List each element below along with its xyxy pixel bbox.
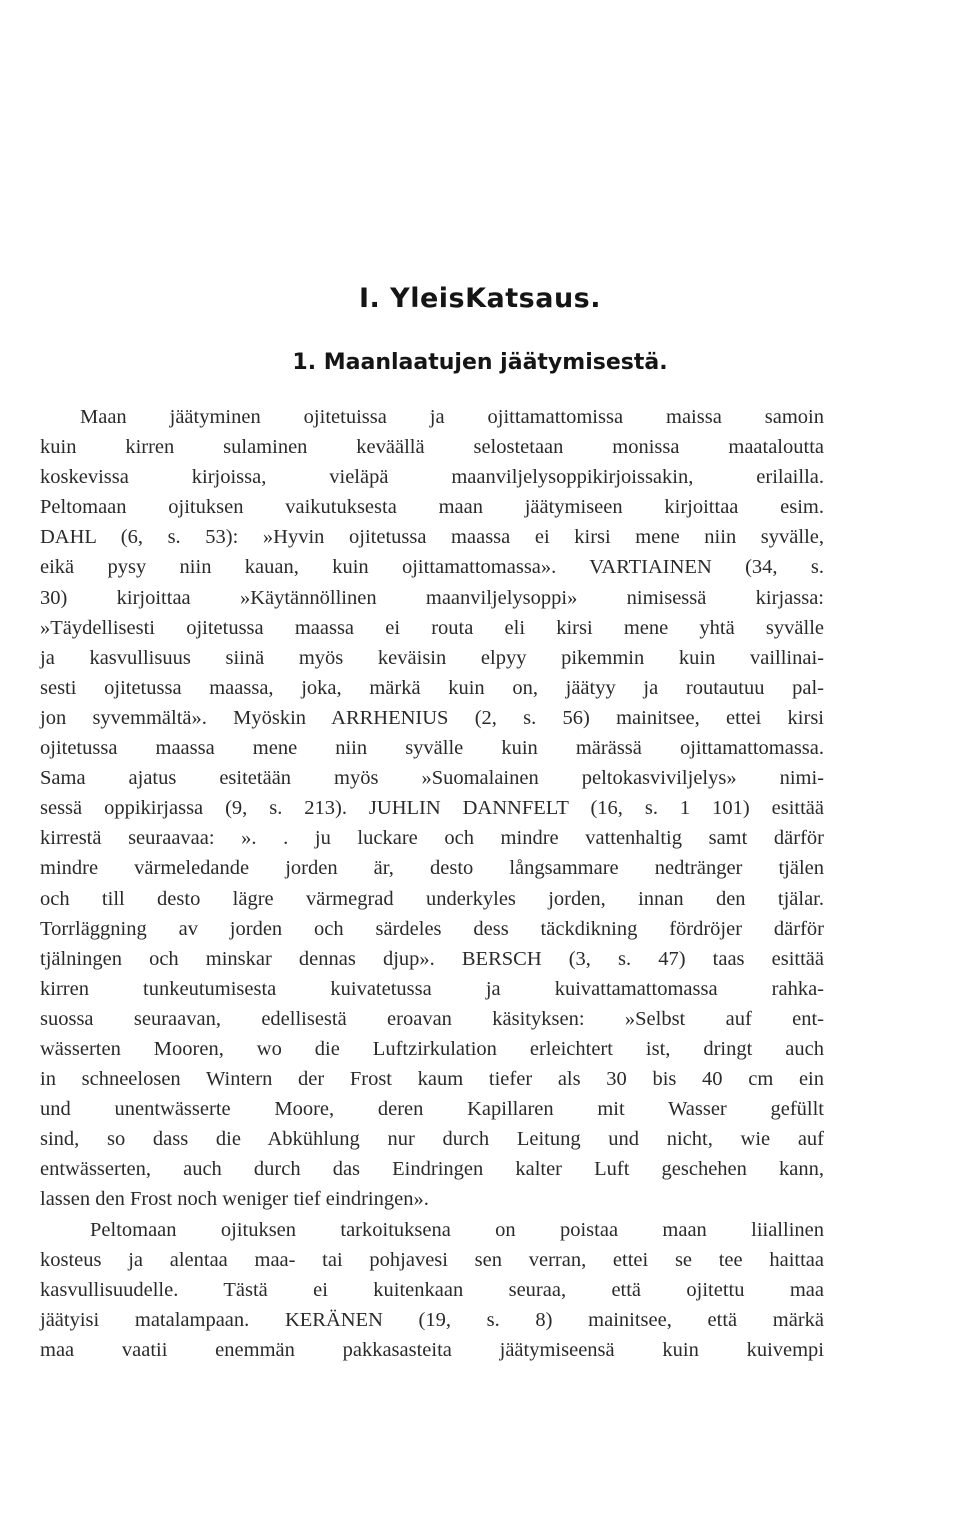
text-line: kuin kirren sulaminen keväällä selostetaan monissa maataloutta [40,436,824,459]
chapter-title: I. YleisKatsaus. [358,283,602,314]
text-line: mindre värmeledande jorden är, desto långsammare nedtränger tjälen [40,857,824,880]
text-line: jäätyisi matalampaan. KERÄNEN (19, s. 8) mainitsee, että märkä [40,1309,824,1332]
text-line: kosteus ja alentaa maa- tai pohjavesi sen verran, ettei se tee haittaa [40,1249,824,1272]
paragraph-2 [40,1215,824,1365]
text-line: sesti ojitetussa maassa, joka, märkä kuin on, jäätyy ja routautuu pal- [40,676,824,699]
text-line: sind, so dass die Abkühlung nur durch Leitung und nicht, wie auf [40,1128,824,1151]
text-line: kirren tunkeutumisesta kuivatetussa ja kuivattamattomassa rahka- [40,977,824,1000]
text-line: 30) kirjoittaa »Käytännöllinen maanviljelysoppi» nimisessä kirjassa: [40,586,824,609]
text-line: lassen den Frost noch weniger tief eindringen». [40,1188,429,1211]
text-line: in schneelosen Wintern der Frost kaum tiefer als 30 bis 40 cm ein [40,1068,824,1091]
text-line: und unentwässerte Moore, deren Kapillaren mit Wasser gefüllt [40,1098,824,1121]
text-line: Peltomaan ojituksen tarkoituksena on poistaa maan liiallinen [90,1219,824,1241]
text-line: och till desto lägre värmegrad underkyles jorden, innan den tjälar. [40,887,824,910]
text-line: eikä pysy niin kauan, kuin ojittamattomassa». VARTIAINEN (34, s. [40,556,824,579]
text-line: kasvullisuudelle. Tästä ei kuitenkaan seuraa, että ojitettu maa [40,1279,824,1302]
text-line: koskevissa kirjoissa, vieläpä maanviljelysoppikirjoissakin, erilailla. [40,466,824,489]
text-line: suossa seuraavan, edellisestä eroavan käsityksen: »Selbst auf ent- [40,1007,824,1030]
section-title: 1. Maanlaatujen jäätymisestä. [292,350,668,375]
text-line: entwässerten, auch durch das Eindringen kalter Luft geschehen kann, [40,1158,824,1181]
text-line: wässerten Mooren, wo die Luftzirkulation erleichtert ist, dringt auch [40,1037,824,1060]
text-line: DAHL (6, s. 53): »Hyvin ojitetussa maassa ei kirsi mene niin syvälle, [40,526,824,549]
text-line: Torrläggning av jorden och särdeles dess täckdikning fördröjer därför [40,917,824,940]
text-line: Sama ajatus esitetään myös »Suomalainen peltokasviviljelys» nimi- [40,767,824,790]
text-line: ja kasvullisuus siinä myös keväisin elpyy pikemmin kuin vaillinai- [40,646,824,669]
paragraph-1 [40,402,824,1215]
text-line: tjälningen och minskar dennas djup». BERSCH (3, s. 47) taas esittää [40,947,824,970]
text-line: ojitetussa maassa mene niin syvälle kuin märässä ojittamattomassa. [40,737,824,760]
text-line: sessä oppikirjassa (9, s. 213). JUHLIN DANNFELT (16, s. 1 101) esittää [40,797,824,820]
text-line: jon syvemmältä». Myöskin ARRHENIUS (2, s. 56) mainitsee, ettei kirsi [40,706,824,729]
text-line: maa vaatii enemmän pakkasasteita jäätymiseensä kuin kuivempi [40,1339,824,1362]
text-line: »Täydellisesti ojitetussa maassa ei routa eli kirsi mene yhtä syvälle [40,616,824,639]
text-line: Maan jäätyminen ojitetuissa ja ojittamattomissa maissa samoin [80,406,824,428]
text-line: Peltomaan ojituksen vaikutuksesta maan jäätymiseen kirjoittaa esim. [40,496,824,519]
text-line: kirrestä seuraavaa: ». . ju luckare och mindre vattenhaltig samt därför [40,827,824,850]
